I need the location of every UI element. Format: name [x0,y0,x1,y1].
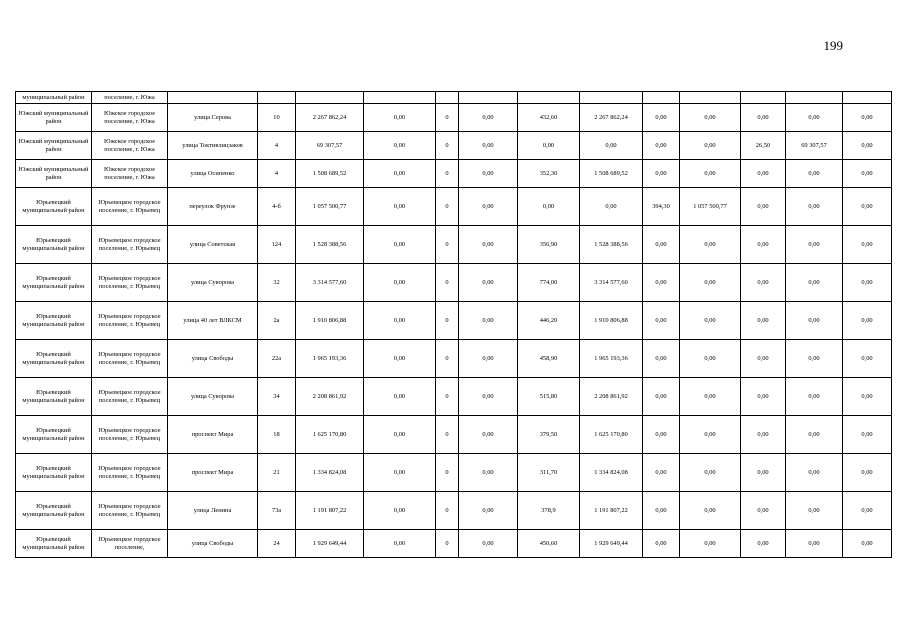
house-number-cell: 34 [258,378,296,416]
cost-cell: 0,00 [459,188,518,226]
area-cell: 0,00 [741,188,786,226]
area-cell: 515,80 [518,378,580,416]
cost-cell: 0,00 [364,104,436,132]
total-cost-cell: 1 508 689,52 [296,160,364,188]
cost-cell: 0,00 [364,226,436,264]
cost-cell: 0,00 [364,492,436,530]
house-number-cell: 4-б [258,188,296,226]
cost-cell: 0,00 [580,132,643,160]
table-row [16,264,892,302]
cost-cell: 0,00 [680,132,741,160]
house-number-cell: 2а [258,302,296,340]
cost-cell: 1 334 824,08 [580,454,643,492]
area-cell: 0,00 [518,188,580,226]
table-row [16,132,892,160]
count-cell [436,92,459,104]
cost-cell: 0,00 [680,454,741,492]
area-cell: 0,00 [643,132,680,160]
total-cost-cell: 1 625 170,80 [296,416,364,454]
cost-cell: 0,00 [843,188,892,226]
area-cell [518,92,580,104]
street-cell: проспект Мира [168,416,258,454]
total-cost-cell: 1 910 806,88 [296,302,364,340]
settlement-cell: Юрьевецкое городское поселение, г. Юрьевец [92,378,168,416]
cost-cell: 0,00 [843,340,892,378]
count-cell: 0 [436,160,459,188]
cost-cell [680,92,741,104]
cost-cell: 0,00 [580,188,643,226]
area-cell: 0,00 [741,340,786,378]
cost-cell: 0,00 [786,264,843,302]
settlement-cell: Юрьевецкое городское поселение, г. Юрьевец [92,492,168,530]
cost-cell: 1 508 689,52 [580,160,643,188]
cost-cell: 3 314 577,60 [580,264,643,302]
area-cell: 0,00 [643,264,680,302]
cost-cell: 0,00 [364,302,436,340]
area-cell: 450,60 [518,530,580,558]
settlement-cell: Юрьевецкое городское поселение, г. Юрьевец [92,416,168,454]
cost-cell: 0,00 [680,416,741,454]
settlement-cell: Юрьевецкое городское поселение, г. Юрьевец [92,340,168,378]
cost-cell: 0,00 [459,132,518,160]
table-row [16,378,892,416]
cost-cell: 2 267 862,24 [580,104,643,132]
area-cell: 774,00 [518,264,580,302]
area-cell: 0,00 [741,530,786,558]
street-cell: улица Суворова [168,264,258,302]
cost-cell: 0,00 [364,264,436,302]
cost-cell: 0,00 [680,530,741,558]
table-row [16,104,892,132]
cost-cell [786,92,843,104]
cost-cell: 0,00 [843,302,892,340]
cost-cell: 0,00 [364,188,436,226]
street-cell: улица 40 лет ВЛКСМ [168,302,258,340]
area-cell: 0,00 [741,160,786,188]
total-cost-cell: 1 057 500,77 [296,188,364,226]
area-cell: 26,50 [741,132,786,160]
district-cell: Юрьевецкий муниципальный район [16,378,92,416]
count-cell: 0 [436,188,459,226]
total-cost-cell [296,92,364,104]
count-cell: 0 [436,454,459,492]
area-cell: 0,00 [643,302,680,340]
area-cell: 394,30 [643,188,680,226]
cost-cell: 1 910 806,88 [580,302,643,340]
cost-cell: 0,00 [680,302,741,340]
district-cell: Юрьевецкий муниципальный район [16,264,92,302]
district-cell: Юрьевецкий муниципальный район [16,492,92,530]
area-cell: 311,70 [518,454,580,492]
count-cell: 0 [436,530,459,558]
cost-cell: 0,00 [680,104,741,132]
cost-cell: 0,00 [843,264,892,302]
street-cell: улица Осипенко [168,160,258,188]
area-cell: 0,00 [741,416,786,454]
cost-cell: 0,00 [364,454,436,492]
settlement-cell: Южское городское поселение, г. Южа [92,160,168,188]
house-number-cell: 18 [258,416,296,454]
district-cell: Юрьевецкий муниципальный район [16,226,92,264]
area-cell: 356,90 [518,226,580,264]
area-cell: 0,00 [643,530,680,558]
total-cost-cell: 1 965 193,36 [296,340,364,378]
cost-cell: 0,00 [786,416,843,454]
total-cost-cell: 1 334 824,08 [296,454,364,492]
street-cell [168,92,258,104]
table-row [16,340,892,378]
cost-cell: 0,00 [364,378,436,416]
house-number-cell: 124 [258,226,296,264]
street-cell: улица Суворова [168,378,258,416]
house-number-cell: 4 [258,132,296,160]
settlement-cell: Юрьевецкое городское поселение, г. Юрьевец [92,226,168,264]
cost-cell: 0,00 [459,302,518,340]
cost-cell: 0,00 [786,160,843,188]
district-cell: Южский муниципальный район [16,160,92,188]
cost-cell [364,92,436,104]
street-cell: улица Советская [168,226,258,264]
table-row [16,160,892,188]
cost-cell: 0,00 [786,454,843,492]
house-number-cell: 4 [258,160,296,188]
settlement-cell: Южское городское поселение, г. Южа [92,132,168,160]
total-cost-cell: 1 929 649,44 [296,530,364,558]
area-cell: 0,00 [643,340,680,378]
house-number-cell: 73а [258,492,296,530]
cost-cell: 0,00 [843,226,892,264]
cost-cell: 0,00 [459,416,518,454]
district-cell: Юрьевецкий муниципальный район [16,340,92,378]
total-cost-cell: 2 208 861,92 [296,378,364,416]
street-cell: улица Свободы [168,340,258,378]
total-cost-cell: 1 191 807,22 [296,492,364,530]
area-cell: 352,30 [518,160,580,188]
total-cost-cell: 2 267 862,24 [296,104,364,132]
cost-cell: 69 307,57 [786,132,843,160]
cost-cell: 0,00 [680,226,741,264]
district-cell: Юрьевецкий муниципальный район [16,454,92,492]
street-cell: улица Ленина [168,492,258,530]
cost-cell: 0,00 [843,104,892,132]
area-cell: 0,00 [741,454,786,492]
street-cell: улица Серова [168,104,258,132]
count-cell: 0 [436,492,459,530]
cost-cell: 0,00 [786,340,843,378]
cost-cell: 0,00 [680,264,741,302]
cost-cell: 0,00 [364,530,436,558]
area-cell: 379,50 [518,416,580,454]
house-number-cell: 24 [258,530,296,558]
cost-cell: 0,00 [364,416,436,454]
area-cell: 0,00 [741,104,786,132]
cost-cell: 1 528 388,56 [580,226,643,264]
cost-cell: 0,00 [786,188,843,226]
district-cell: Юрьевецкий муниципальный район [16,416,92,454]
settlement-cell: Юрьевецкое городское поселение, г. Юрьевец [92,454,168,492]
area-cell: 0,00 [643,454,680,492]
cost-cell: 0,00 [680,340,741,378]
cost-cell: 0,00 [459,454,518,492]
cost-cell: 0,00 [680,378,741,416]
district-cell: муниципальный район [16,92,92,104]
cost-cell: 0,00 [680,492,741,530]
area-cell: 0,00 [643,104,680,132]
cost-cell: 0,00 [786,492,843,530]
cost-cell: 0,00 [459,104,518,132]
cost-cell: 0,00 [786,104,843,132]
district-cell: Южский муниципальный район [16,104,92,132]
page-number: 199 [823,38,843,53]
area-cell: 0,00 [643,416,680,454]
street-cell: улица Токтивлицзаков [168,132,258,160]
area-cell: 446,20 [518,302,580,340]
area-cell: 0,00 [741,492,786,530]
settlement-cell: Южское городское поселение, г. Южа [92,104,168,132]
area-cell: 0,00 [741,226,786,264]
area-cell: 0,00 [643,160,680,188]
cost-cell: 1 057 500,77 [680,188,741,226]
cost-cell: 1 965 193,36 [580,340,643,378]
total-cost-cell: 1 528 388,56 [296,226,364,264]
area-cell: 0,00 [741,264,786,302]
settlement-cell: Юрьевецкое городское поселение, г. Юрьевец [92,188,168,226]
cost-cell: 0,00 [843,530,892,558]
house-number-cell [258,92,296,104]
table-row [16,492,892,530]
street-cell: улица Свободы [168,530,258,558]
cost-cell: 0,00 [843,416,892,454]
cost-cell: 0,00 [459,160,518,188]
table-row [16,302,892,340]
cost-cell [580,92,643,104]
house-number-cell: 22а [258,340,296,378]
cost-cell: 1 929 649,44 [580,530,643,558]
area-cell: 0,00 [741,302,786,340]
cost-cell: 1 191 807,22 [580,492,643,530]
count-cell: 0 [436,378,459,416]
area-cell: 0,00 [741,378,786,416]
table-body [16,92,892,558]
house-number-cell: 32 [258,264,296,302]
cost-cell: 0,00 [786,226,843,264]
cost-cell: 0,00 [364,340,436,378]
table-row [16,454,892,492]
area-cell: 432,60 [518,104,580,132]
cost-cell [843,92,892,104]
cost-cell: 0,00 [459,378,518,416]
area-cell: 0,00 [518,132,580,160]
settlement-cell: поселение, г. Южа [92,92,168,104]
cost-cell: 0,00 [843,378,892,416]
district-cell: Юрьевецкий муниципальный район [16,302,92,340]
cost-cell: 0,00 [459,264,518,302]
area-cell: 0,00 [643,492,680,530]
cost-cell: 0,00 [459,492,518,530]
cost-cell: 2 208 861,92 [580,378,643,416]
cost-cell: 0,00 [680,160,741,188]
cost-cell: 0,00 [843,160,892,188]
settlement-cell: Юрьевецкое городское поселение, г. Юрьевец [92,302,168,340]
table-row [16,226,892,264]
cost-cell: 0,00 [459,226,518,264]
cost-cell: 0,00 [843,132,892,160]
cost-cell: 0,00 [786,530,843,558]
total-cost-cell: 3 314 577,60 [296,264,364,302]
house-number-cell: 21 [258,454,296,492]
table-row [16,416,892,454]
area-cell [741,92,786,104]
cost-cell: 0,00 [459,530,518,558]
count-cell: 0 [436,264,459,302]
street-cell: проспект Мира [168,454,258,492]
table-row [16,188,892,226]
cost-cell: 0,00 [364,132,436,160]
cost-cell: 0,00 [786,378,843,416]
cost-cell: 0,00 [786,302,843,340]
total-cost-cell: 69 307,57 [296,132,364,160]
cost-cell [459,92,518,104]
count-cell: 0 [436,104,459,132]
area-cell [643,92,680,104]
settlement-cell: Юрьевецкое городское поселение, [92,530,168,558]
settlement-cell: Юрьевецкое городское поселение, г. Юрьевец [92,264,168,302]
cost-cell: 0,00 [843,454,892,492]
count-cell: 0 [436,226,459,264]
count-cell: 0 [436,302,459,340]
area-cell: 458,90 [518,340,580,378]
district-cell: Юрьевецкий муниципальный район [16,530,92,558]
count-cell: 0 [436,416,459,454]
area-cell: 378,9 [518,492,580,530]
cost-cell: 0,00 [364,160,436,188]
count-cell: 0 [436,132,459,160]
count-cell: 0 [436,340,459,378]
street-cell: переулок Фрунзе [168,188,258,226]
table-row [16,92,892,104]
district-cell: Юрьевецкий муниципальный район [16,188,92,226]
housing-register-table [15,91,892,558]
cost-cell: 0,00 [843,492,892,530]
house-number-cell: 10 [258,104,296,132]
table-row [16,530,892,558]
area-cell: 0,00 [643,226,680,264]
cost-cell: 1 625 170,80 [580,416,643,454]
district-cell: Южский муниципальный район [16,132,92,160]
area-cell: 0,00 [643,378,680,416]
cost-cell: 0,00 [459,340,518,378]
